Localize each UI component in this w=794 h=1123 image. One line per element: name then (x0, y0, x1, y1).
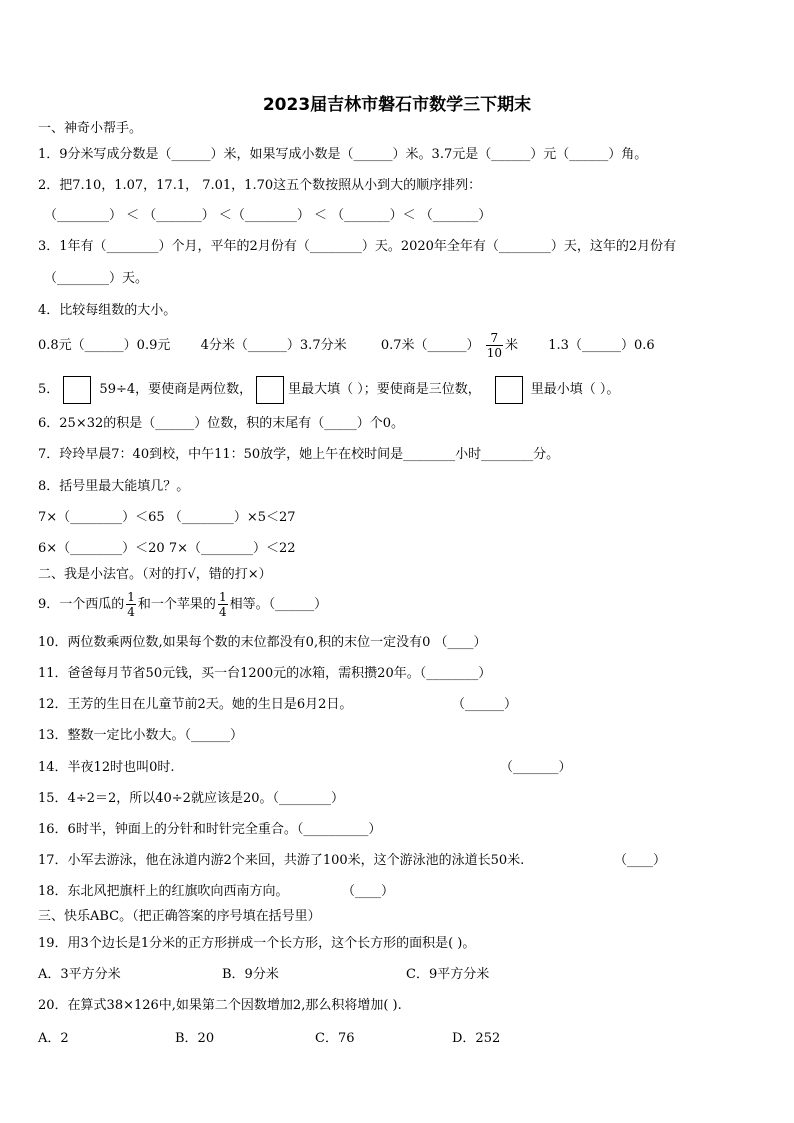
question-18: 18．东北风把旗杆上的红旗吹向西南方向。 (38, 884, 289, 899)
question-2-blanks: （________） ＜ （_______） ＜（________） ＜ （_______）＜ （_______） (44, 208, 492, 223)
question-14-blank: （_______） (500, 760, 572, 775)
question-7: 7．玲玲早晨7：40到校，中午11：50放学，她上午在校时间是________小时________分。 (38, 447, 560, 462)
question-4: 4．比较每组数的大小。 (38, 303, 177, 318)
q9-part-3: 相等。（______） (229, 597, 328, 612)
q9-fraction-1 (126, 590, 136, 619)
question-20: 20．在算式38×126中,如果第二个因数增加2,那么积将增加( ). (38, 998, 402, 1013)
section-2-heading: 二、我是小法官。（对的打√，错的打×） (38, 567, 272, 582)
q4-item-d: 1.3（______）0.6 (548, 338, 655, 353)
section-3-heading: 三、快乐ABC。（把正确答案的序号填在括号里） (38, 909, 321, 924)
q20-option-c: C．76 (315, 1031, 355, 1046)
question-4-items (38, 330, 655, 362)
q20-option-a: A．2 (38, 1031, 69, 1046)
q4-item-a: 0.8元（______）0.9元 (38, 338, 171, 353)
q9-part-1: 9．一个西瓜的 (38, 597, 125, 612)
fraction-denominator: 4 (127, 605, 135, 619)
question-1: 1．9分米写成分数是（______）米，如果写成小数是（______）米。3.7元是（______）元（______）角。 (38, 147, 648, 162)
question-5 (38, 375, 619, 405)
section-1-heading: 一、神奇小帮手。 (38, 121, 143, 136)
q5-part-3: 里最小填（ ）。 (530, 382, 620, 397)
question-8-row-1: 7×（________）＜65 （________）×5＜27 (38, 510, 296, 525)
question-2: 2．把7.10，1.07，17.1， 7.01，1.70这五个数按照从小到大的顺序排列： (38, 178, 482, 193)
question-12-blank: （______） (452, 697, 518, 712)
question-15: 15．4÷2＝2，所以40÷2就应该是20。（________） (38, 791, 344, 806)
question-3-line-1: 3．1年有（________）个月，平年的2月份有（________）天。2020年全年有（________）天，这年的2月份有 (38, 239, 677, 254)
q19-option-a: A．3平方分米 (38, 967, 121, 982)
fraction-denominator: 4 (218, 605, 227, 619)
question-12: 12．王芳的生日在儿童节前2天。她的生日是6月2日。 (38, 697, 353, 712)
fraction-numerator: 1 (218, 590, 227, 604)
q19-option-b: B．9分米 (222, 967, 279, 982)
fraction-numerator: 7 (486, 331, 503, 346)
q4-item-c-unit: 米 (504, 338, 518, 353)
question-3-line-2: （________）天。 (44, 271, 149, 286)
q4-fraction (486, 331, 503, 360)
question-17: 17．小军去游泳，他在泳道内游2个来回，共游了100米，这个游泳池的泳道长50米. (38, 853, 525, 868)
question-13: 13．整数一定比小数大。（______） (38, 728, 244, 743)
question-16: 16．6时半，钟面上的分针和时针完全重合。（__________） (38, 822, 382, 837)
question-11: 11．爸爸每月节省50元钱，买一台1200元的冰箱，需积攒20年。（________） (38, 666, 492, 681)
q9-part-2: 和一个苹果的 (137, 597, 216, 612)
question-10: 10．两位数乘两位数,如果每个数的末位都没有0,积的末位一定没有0 （____） (38, 635, 487, 650)
answer-box (63, 376, 91, 404)
question-6: 6．25×32的积是（______）位数，积的末尾有（_____）个0。 (38, 416, 405, 431)
q4-item-c: 0.7米（______） (380, 338, 480, 353)
answer-box (256, 376, 284, 404)
answer-box (495, 376, 523, 404)
q20-option-b: B．20 (175, 1031, 215, 1046)
q4-item-b: 4分米（______）3.7分米 (200, 338, 347, 353)
page-title: 2023届吉林市磐石市数学三下期末 (262, 95, 532, 115)
fraction-numerator: 1 (127, 590, 135, 604)
fraction-denominator: 10 (486, 346, 502, 360)
q5-label: 5． (38, 382, 60, 397)
question-8: 8．括号里最大能填几？。 (38, 479, 190, 494)
q19-option-c: C．9平方分米 (406, 967, 490, 982)
q5-part-2: 里最大填（ ）；要使商是三位数， (288, 382, 481, 397)
q20-option-d: D．252 (452, 1031, 501, 1046)
question-8-row-2: 6×（________）＜20 7×（________）＜22 (38, 541, 296, 556)
q9-fraction-2 (218, 590, 228, 619)
q5-part-1: 59÷4，要使商是两位数， (99, 382, 253, 397)
question-17-blank: （____） (614, 853, 667, 868)
question-19: 19．用3个边长是1分米的正方形拼成一个长方形，这个长方形的面积是( )。 (38, 936, 476, 951)
question-18-blank: （____） (342, 884, 395, 899)
question-9 (38, 588, 327, 622)
question-14: 14．半夜12时也叫0时. (38, 760, 175, 775)
